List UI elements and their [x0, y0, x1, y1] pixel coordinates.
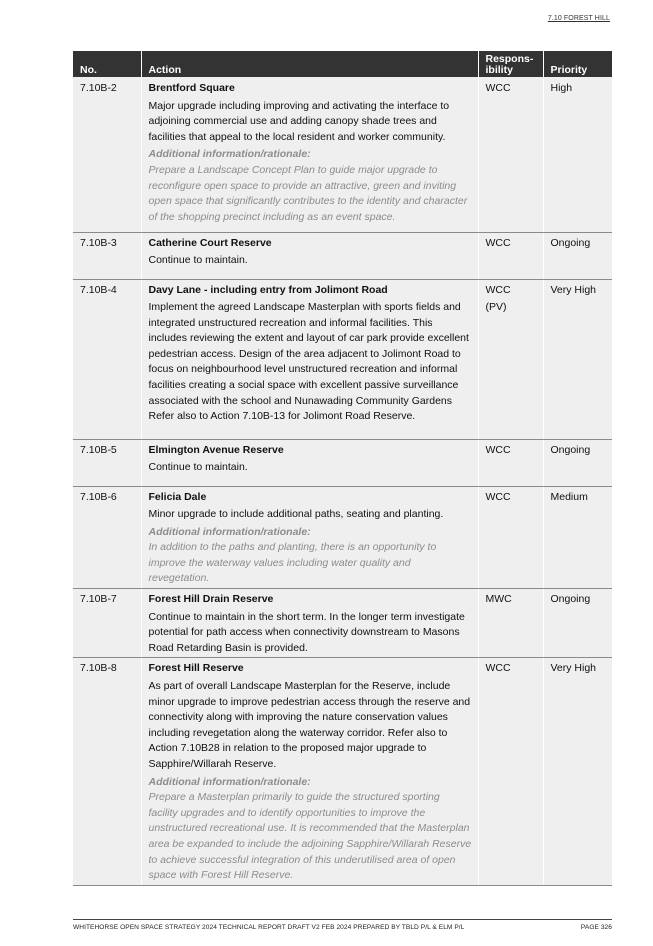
cell-action: [141, 77, 478, 232]
cell-responsibility: WCC: [478, 77, 543, 232]
column-header-responsibility: Respons- ibility: [478, 51, 543, 77]
cell-responsibility: WCC: [478, 232, 543, 279]
cell-no: 7.10B-8: [73, 658, 141, 885]
cell-priority: Ongoing: [543, 232, 612, 279]
footer-page-number: PAGE 326: [580, 924, 612, 931]
cell-no: 7.10B-2: [73, 77, 141, 232]
actions-table: [73, 51, 612, 886]
cell-no: 7.10B-4: [73, 279, 141, 439]
cell-action: [141, 279, 478, 439]
page-footer: [73, 919, 612, 931]
action-description: Continue to maintain.: [148, 461, 248, 474]
rationale-label: Additional information/rationale:: [148, 775, 311, 788]
action-title: Felicia Dale: [148, 490, 207, 503]
column-header-action: Action: [141, 51, 478, 77]
action-title: Elmington Avenue Reserve: [148, 443, 284, 456]
cell-priority: High: [543, 77, 612, 232]
footer-document-info: WHITEHORSE OPEN SPACE STRATEGY 2024 TECHNICAL REPORT DRAFT V2 FEB 2024 PREPARED BY TBLD P/L & ELM P/L: [73, 924, 465, 931]
action-title: Davy Lane - including entry from Jolimont Road: [148, 283, 388, 296]
cell-no: 7.10B-3: [73, 232, 141, 279]
cell-responsibility: WCC: [478, 486, 543, 589]
action-description: Minor upgrade to include additional paths, seating and planting.: [148, 508, 444, 521]
cell-action: [141, 589, 478, 658]
responsibility-secondary: (PV): [485, 301, 507, 314]
rationale-text: In addition to the paths and planting, there is an opportunity to improve the waterway values including water quality and revegetation.: [148, 541, 437, 585]
cell-action: [141, 486, 478, 589]
rationale-text: Prepare a Masterplan primarily to guide the structured sporting facility upgrades and to identify opportunities to improve the unstructured recreational use. It is recommended that the Masterplan area be expanded to include the adjoining Sapphire/Willarah Reserve to achieve successful integration of this underutilised area of open space with Forest Hill Reserve.: [148, 791, 472, 882]
action-title: Forest Hill Reserve: [148, 662, 244, 675]
action-description: Implement the agreed Landscape Masterplan with sports fields and integrated unstructured recreation and informal facilities. This includes reviewing the extent and layout of car park provide excellent pedestrian access. Design of the area adjacent to Jolimont Road to focus on neighbourhood level unstructured recreation and informal facilities creating a social space with excellent passive surveillance associated with the school and Nunawading Community Gardens Refer also to Action 7.10B-13 for Jolimont Road Reserve.: [148, 301, 469, 423]
cell-responsibility: MWC: [478, 589, 543, 658]
cell-priority: Ongoing: [543, 439, 612, 486]
running-head-section: 7.10 FOREST HILL: [547, 15, 610, 22]
action-title: Catherine Court Reserve: [148, 236, 272, 249]
table-header-row: [73, 51, 612, 77]
rationale-label: Additional information/rationale:: [148, 525, 311, 538]
table-row: [73, 77, 612, 232]
responsibility-primary: WCC: [485, 283, 511, 296]
cell-no: 7.10B-6: [73, 486, 141, 589]
action-description: Continue to maintain in the short term. In the longer term investigate potential for path access when connectivity downstream to Masons Road Retarding Basin is provided.: [148, 610, 465, 654]
table-row: [73, 232, 612, 279]
rationale-label: Additional information/rationale:: [148, 148, 311, 161]
rationale-text: Prepare a Landscape Concept Plan to guide major upgrade to reconfigure open space to provide an attractive, green and inviting open space that significantly contributes to the identity and character of the shopping precinct including as an event space.: [148, 163, 468, 223]
cell-responsibility: WCC: [478, 439, 543, 486]
cell-no: 7.10B-7: [73, 589, 141, 658]
column-header-priority: Priority: [543, 51, 612, 77]
cell-priority: Very High: [543, 658, 612, 885]
cell-action: [141, 232, 478, 279]
action-title: Brentford Square: [148, 82, 235, 94]
action-description: Major upgrade including improving and activating the interface to adjoining commercial use and adding canopy shade trees and facilities that appeal to the local resident and worker community.: [148, 99, 450, 143]
column-header-no: No.: [73, 51, 141, 77]
cell-priority: Medium: [543, 486, 612, 589]
cell-action: [141, 658, 478, 885]
table-row: [73, 658, 612, 885]
cell-action: [141, 439, 478, 486]
action-title: Forest Hill Drain Reserve: [148, 593, 274, 606]
table-row: [73, 439, 612, 486]
table-row: [73, 486, 612, 589]
cell-no: 7.10B-5: [73, 439, 141, 486]
cell-priority: Very High: [543, 279, 612, 439]
table-row: [73, 589, 612, 658]
table-row: [73, 279, 612, 439]
cell-responsibility: [478, 279, 543, 439]
cell-priority: Ongoing: [543, 589, 612, 658]
cell-responsibility: WCC: [478, 658, 543, 885]
action-description: As part of overall Landscape Masterplan for the Reserve, include minor upgrade to improve pedestrian access through the reserve and connectivity along with improving the nature conservation values including revegetation along the waterway corridor. Refer also to Action 7.10B28 in relation to the proposed major upgrade to Sapphire/Willarah Reserve.: [148, 680, 471, 770]
action-description: Continue to maintain.: [148, 254, 248, 267]
